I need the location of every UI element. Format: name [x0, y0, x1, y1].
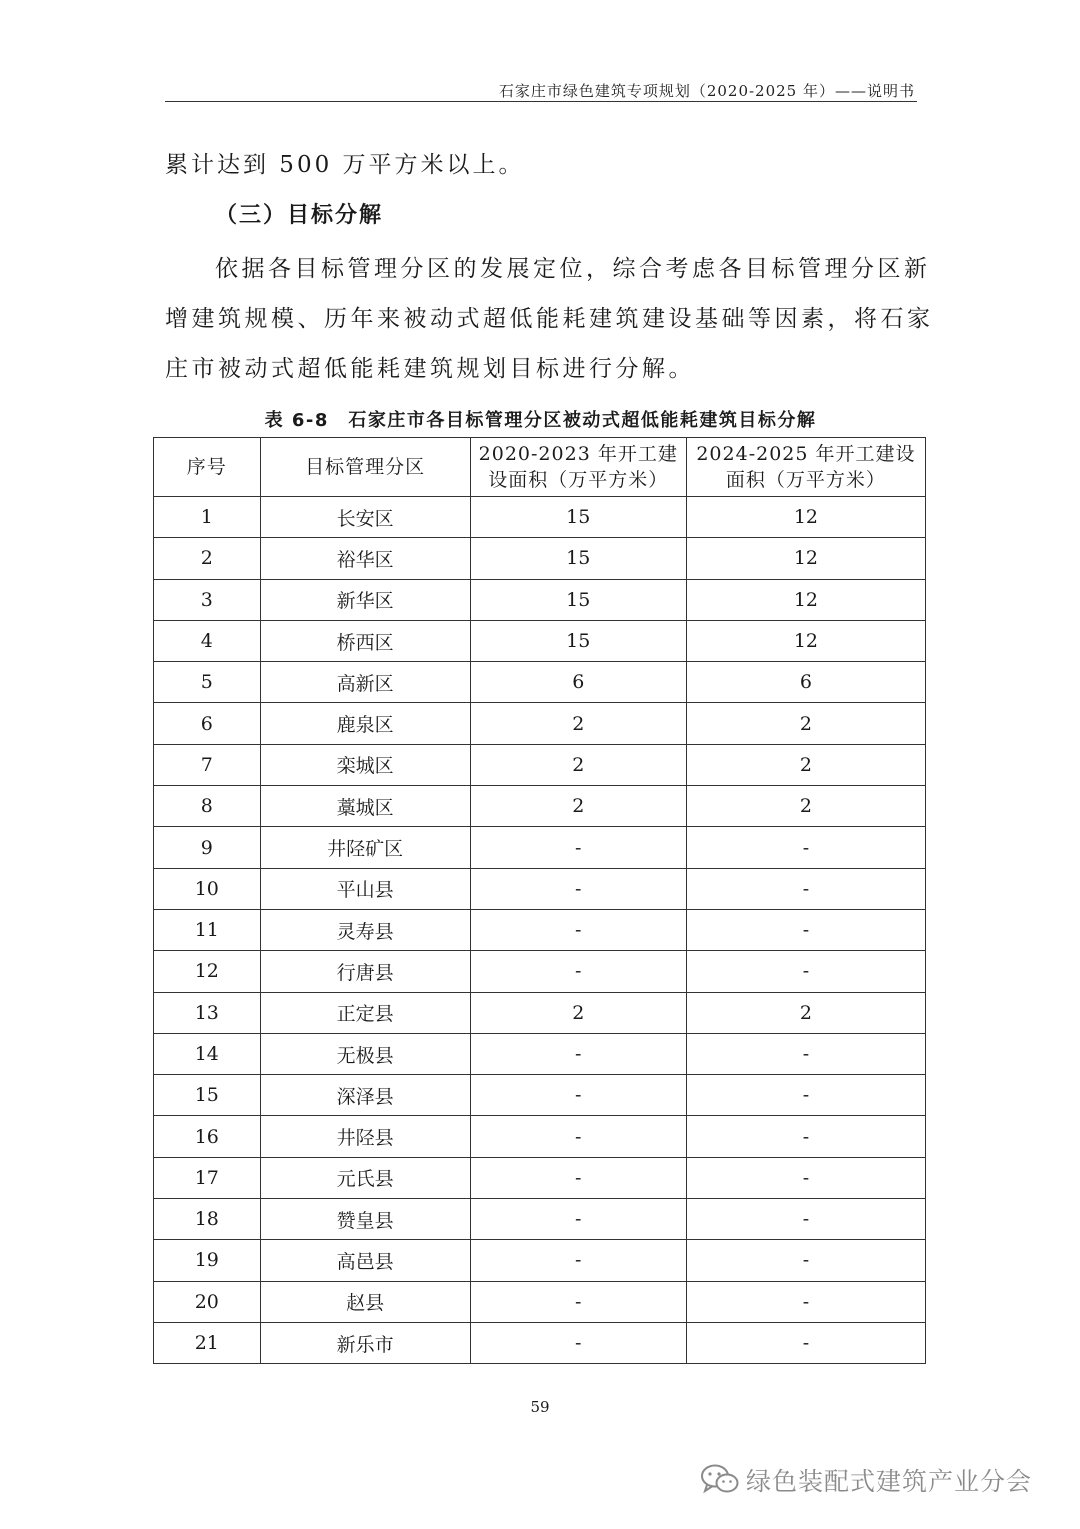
cell-district: 深泽县	[260, 1075, 470, 1116]
table-row	[154, 992, 926, 1033]
cell-area-2020-2023: -	[470, 1116, 686, 1157]
cell-area-2020-2023: 15	[470, 538, 686, 579]
cell-area-2020-2023: 15	[470, 497, 686, 538]
table-caption: 表 6-8 石家庄市各目标管理分区被动式超低能耗建筑目标分解	[264, 410, 817, 431]
cell-index: 20	[154, 1281, 261, 1322]
cell-district: 无极县	[260, 1033, 470, 1074]
cell-area-2024-2025: 12	[686, 538, 925, 579]
cell-area-2020-2023: -	[470, 1240, 686, 1281]
table-row	[154, 662, 926, 703]
cell-area-2024-2025: 6	[686, 662, 925, 703]
cell-area-2020-2023: -	[470, 1157, 686, 1198]
cell-area-2024-2025: -	[686, 868, 925, 909]
cell-area-2020-2023: -	[470, 1322, 686, 1363]
cell-index: 18	[154, 1199, 261, 1240]
cell-index: 16	[154, 1116, 261, 1157]
running-header: 石家庄市绿色建筑专项规划（2020-2025 年）——说明书	[498, 82, 915, 100]
cell-district: 高邑县	[260, 1240, 470, 1281]
cell-index: 11	[154, 909, 261, 950]
cell-index: 2	[154, 538, 261, 579]
cell-area-2020-2023: -	[470, 1075, 686, 1116]
table-row	[154, 868, 926, 909]
cell-area-2024-2025: 12	[686, 620, 925, 661]
cell-district: 高新区	[260, 662, 470, 703]
cell-area-2024-2025: 2	[686, 744, 925, 785]
table-row	[154, 1075, 926, 1116]
cell-area-2020-2023: -	[470, 909, 686, 950]
cell-area-2024-2025: -	[686, 827, 925, 868]
cell-area-2020-2023: -	[470, 827, 686, 868]
watermark-text: 绿色装配式建筑产业分会	[746, 1467, 1033, 1496]
cell-area-2020-2023: -	[470, 1033, 686, 1074]
cell-area-2020-2023: 6	[470, 662, 686, 703]
table-row	[154, 620, 926, 661]
cell-area-2020-2023: -	[470, 1199, 686, 1240]
cell-index: 19	[154, 1240, 261, 1281]
page-number: 59	[530, 1398, 550, 1416]
cell-district: 赞皇县	[260, 1199, 470, 1240]
cell-district: 灵寿县	[260, 909, 470, 950]
cell-area-2024-2025: -	[686, 1322, 925, 1363]
table-row	[154, 1116, 926, 1157]
cell-index: 4	[154, 620, 261, 661]
header-area-2020-2023: 2020-2023 年开工建设面积（万平方米）	[470, 438, 686, 497]
table-row	[154, 1199, 926, 1240]
cell-index: 10	[154, 868, 261, 909]
cell-index: 21	[154, 1322, 261, 1363]
header-rule	[165, 101, 917, 102]
cell-index: 5	[154, 662, 261, 703]
table-row	[154, 909, 926, 950]
cell-area-2020-2023: -	[470, 1281, 686, 1322]
table-row	[154, 1157, 926, 1198]
cell-area-2020-2023: 15	[470, 579, 686, 620]
table-row	[154, 1281, 926, 1322]
cell-area-2024-2025: -	[686, 1157, 925, 1198]
cell-index: 9	[154, 827, 261, 868]
cell-district: 井陉县	[260, 1116, 470, 1157]
table-row	[154, 497, 926, 538]
cell-district: 井陉矿区	[260, 827, 470, 868]
cell-area-2020-2023: -	[470, 868, 686, 909]
table-header-row	[154, 438, 926, 497]
wechat-icon	[700, 1463, 740, 1497]
cell-district: 新乐市	[260, 1322, 470, 1363]
watermark	[700, 1462, 1032, 1498]
cell-area-2024-2025: -	[686, 1075, 925, 1116]
cell-district: 鹿泉区	[260, 703, 470, 744]
table-row	[154, 1240, 926, 1281]
cell-district: 正定县	[260, 992, 470, 1033]
table-row	[154, 579, 926, 620]
table-row	[154, 703, 926, 744]
cell-area-2024-2025: 12	[686, 497, 925, 538]
cell-index: 7	[154, 744, 261, 785]
cell-district: 赵县	[260, 1281, 470, 1322]
cell-area-2020-2023: -	[470, 951, 686, 992]
cell-district: 新华区	[260, 579, 470, 620]
cell-area-2024-2025: -	[686, 1116, 925, 1157]
cell-district: 元氏县	[260, 1157, 470, 1198]
cell-index: 12	[154, 951, 261, 992]
cell-area-2024-2025: 2	[686, 992, 925, 1033]
cell-area-2020-2023: 2	[470, 703, 686, 744]
cell-district: 裕华区	[260, 538, 470, 579]
cell-district: 平山县	[260, 868, 470, 909]
table-row	[154, 1322, 926, 1363]
cell-area-2024-2025: 12	[686, 579, 925, 620]
cell-index: 15	[154, 1075, 261, 1116]
cell-area-2020-2023: 15	[470, 620, 686, 661]
cell-index: 17	[154, 1157, 261, 1198]
cell-area-2020-2023: 2	[470, 786, 686, 827]
cell-area-2024-2025: -	[686, 1199, 925, 1240]
cell-area-2024-2025: 2	[686, 703, 925, 744]
paragraph-line-3: 庄市被动式超低能耗建筑规划目标进行分解。	[165, 356, 695, 382]
cell-area-2024-2025: -	[686, 909, 925, 950]
cell-district: 行唐县	[260, 951, 470, 992]
table-row	[154, 538, 926, 579]
paragraph-line-1: 依据各目标管理分区的发展定位，综合考虑各目标管理分区新	[215, 256, 931, 282]
header-district: 目标管理分区	[260, 438, 470, 497]
cell-index: 1	[154, 497, 261, 538]
cell-area-2020-2023: 2	[470, 992, 686, 1033]
cell-area-2024-2025: 2	[686, 786, 925, 827]
cell-index: 14	[154, 1033, 261, 1074]
cell-area-2024-2025: -	[686, 1240, 925, 1281]
cell-district: 长安区	[260, 497, 470, 538]
cell-index: 3	[154, 579, 261, 620]
cell-area-2024-2025: -	[686, 1281, 925, 1322]
cell-district: 藁城区	[260, 786, 470, 827]
header-index: 序号	[154, 438, 261, 497]
table-row	[154, 786, 926, 827]
table-body	[154, 497, 926, 1364]
cell-index: 8	[154, 786, 261, 827]
cell-district: 桥西区	[260, 620, 470, 661]
section-heading: （三）目标分解	[215, 203, 384, 228]
table-row	[154, 744, 926, 785]
paragraph-line-2: 增建筑规模、历年来被动式超低能耗建筑建设基础等因素，将石家	[165, 306, 934, 332]
table-row	[154, 827, 926, 868]
body-line-continuation: 累计达到 500 万平方米以上。	[165, 152, 525, 178]
cell-index: 6	[154, 703, 261, 744]
cell-area-2020-2023: 2	[470, 744, 686, 785]
header-area-2024-2025: 2024-2025 年开工建设面积（万平方米）	[686, 438, 925, 497]
cell-index: 13	[154, 992, 261, 1033]
table-row	[154, 951, 926, 992]
table-row	[154, 1033, 926, 1074]
target-table	[153, 437, 926, 1364]
cell-district: 栾城区	[260, 744, 470, 785]
cell-area-2024-2025: -	[686, 1033, 925, 1074]
cell-area-2024-2025: -	[686, 951, 925, 992]
